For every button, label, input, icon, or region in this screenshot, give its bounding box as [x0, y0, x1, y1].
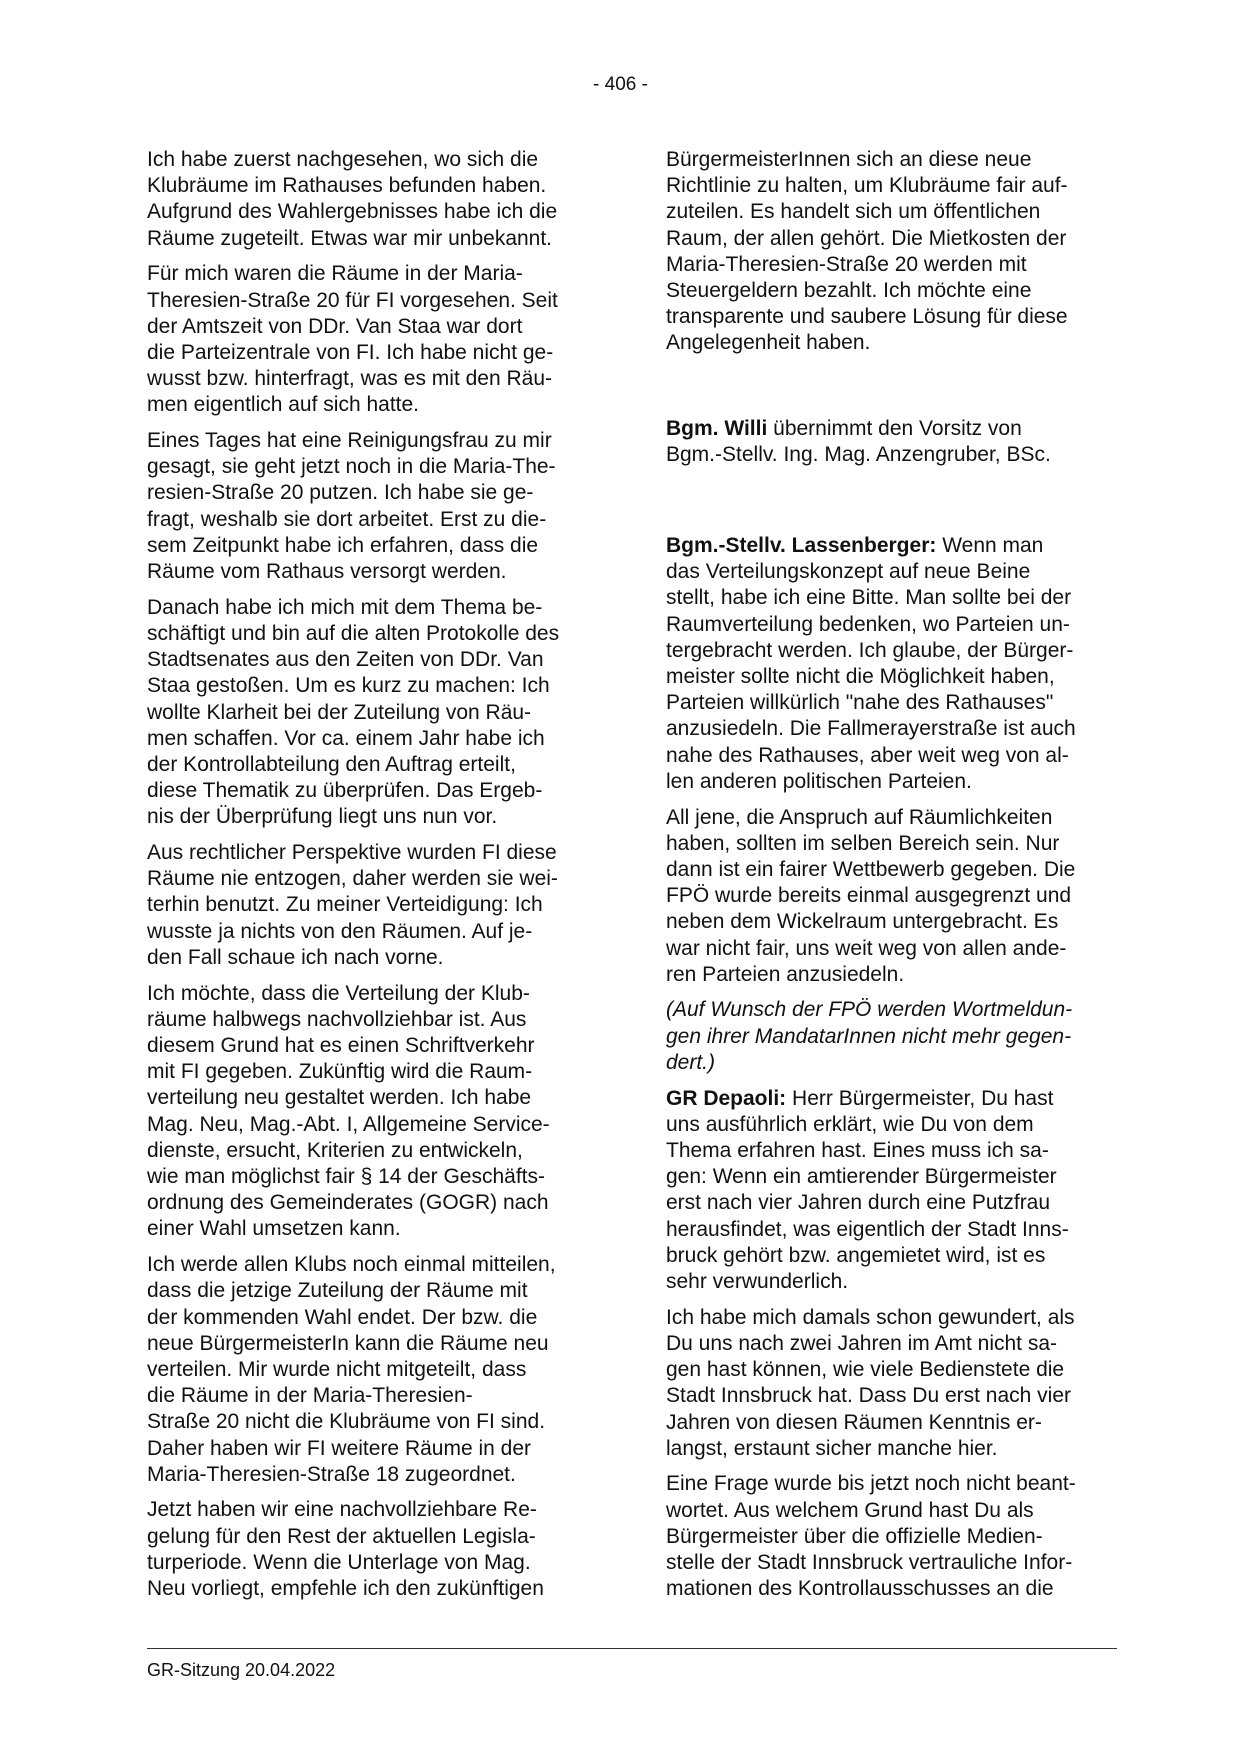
text-line: neben dem Wickelraum untergebracht. Es — [666, 910, 1059, 934]
text-line: stelle der Stadt Innsbruck vertrauliche Infor- — [666, 1551, 1073, 1575]
text-line: gelung für den Rest der aktuellen Legisla- — [147, 1524, 536, 1548]
paragraph — [666, 1305, 1108, 1462]
text-line: gen ihrer MandatarInnen nicht mehr gegen- — [666, 1024, 1072, 1048]
text-line: verteilen. Mir wurde nicht mitgeteilt, dass — [147, 1357, 527, 1381]
text-line: Ich habe zuerst nachgesehen, wo sich die — [147, 148, 539, 171]
text-line: Thema erfahren hast. Eines muss ich sa- — [666, 1139, 1049, 1162]
text-line: uns ausführlich erklärt, wie Du von dem — [666, 1112, 1034, 1136]
text-line: gen hast können, wie viele Bedienstete die — [666, 1358, 1065, 1382]
text-line: meister sollte nicht die Möglichkeit haben, — [666, 665, 1055, 689]
speech-text — [666, 1112, 1108, 1295]
text-line: Straße 20 nicht die Klubräume von FI sind. — [147, 1410, 546, 1434]
text-line: bruck gehört bzw. angemietet wird, ist es — [666, 1243, 1046, 1267]
text-line: dann ist ein fairer Wettbewerb gegeben. Die — [666, 857, 1076, 881]
text-line: zuteilen. Es handelt sich um öffentlichen — [666, 200, 1041, 224]
text-line: Daher haben wir FI weitere Räume in der — [147, 1436, 532, 1460]
paragraph — [147, 840, 589, 971]
text-line: dienste, ersucht, Kriterien zu entwickeln, — [147, 1138, 523, 1162]
text-line: wusst bzw. hinterfragt, was es mit den Räu- — [147, 367, 552, 391]
text-line: All jene, die Anspruch auf Räumlichkeiten — [666, 805, 1053, 829]
speech-text: Herr Bürgermeister, Du hast — [786, 1086, 1054, 1110]
paragraph — [666, 147, 1108, 357]
text-line: erst nach vier Jahren durch eine Putzfrau — [666, 1191, 1051, 1215]
spacer — [666, 366, 1108, 416]
text-line: verteilung neu gestaltet werden. Ich habe — [147, 1086, 532, 1110]
text-line: wie man möglichst fair § 14 der Geschäfts- — [147, 1165, 545, 1189]
text-line: nis der Überprüfung liegt uns nun vor. — [147, 805, 498, 829]
text-line: fragt, weshalb sie dort arbeitet. Erst zu die- — [147, 507, 547, 531]
statement-text: Bgm.-Stellv. Ing. Mag. Anzengruber, BSc. — [666, 443, 1051, 467]
paragraph — [147, 261, 589, 418]
text-line: Räume nie entzogen, daher werden sie wei- — [147, 867, 558, 891]
text-line: men eigentlich auf sich hatte. — [147, 393, 419, 417]
text-line: langst, erstaunt sicher manche hier. — [666, 1436, 998, 1460]
text-line: anzusiedeln. Die Fallmerayerstraße ist auch — [666, 717, 1076, 741]
editorial-note — [666, 997, 1108, 1076]
text-line: dass die jetzige Zuteilung der Räume mit — [147, 1279, 528, 1303]
left-column — [147, 147, 589, 1612]
text-line: Ich möchte, dass die Verteilung der Klub- — [147, 981, 530, 1005]
text-line: diese Thematik zu überprüfen. Das Ergeb- — [147, 779, 543, 803]
text-line: Richtlinie zu halten, um Klubräume fair auf- — [666, 174, 1068, 198]
text-line: die Räume in der Maria-Theresien- — [147, 1384, 473, 1408]
text-line: Neu vorliegt, empfehle ich den zukünftigen — [147, 1577, 544, 1601]
text-line: dert.) — [666, 1050, 716, 1074]
text-line: turperiode. Wenn die Unterlage von Mag. — [147, 1550, 531, 1574]
text-line: FPÖ wurde bereits einmal ausgegrenzt und — [666, 884, 1072, 908]
text-line: nahe des Rathauses, aber weit weg von al- — [666, 743, 1069, 767]
text-line: men schaffen. Vor ca. einem Jahr habe ich — [147, 726, 545, 750]
text-line: ren Parteien anzusiedeln. — [666, 962, 905, 986]
text-line: ordnung des Gemeinderates (GOGR) nach — [147, 1191, 549, 1215]
right-column — [666, 147, 1108, 1612]
text-line: Maria-Theresien-Straße 18 zugeordnet. — [147, 1462, 516, 1486]
speaker-name: Bgm.-Stellv. Lassenberger: — [666, 534, 937, 558]
speaker-name: Bgm. Willi — [666, 417, 768, 441]
speech-depaoli — [666, 1086, 1108, 1296]
paragraph — [147, 147, 589, 252]
text-line: der Kontrollabteilung den Auftrag erteilt, — [147, 752, 516, 776]
text-line: tergebracht werden. Ich glaube, der Bürger- — [666, 638, 1074, 662]
text-line: wortet. Aus welchem Grund hast Du als — [666, 1498, 1034, 1522]
text-line: Angelegenheit haben. — [666, 331, 871, 355]
text-line: Eine Frage wurde bis jetzt noch nicht beant- — [666, 1472, 1076, 1496]
text-line: wollte Klarheit bei der Zuteilung von Räu- — [147, 700, 532, 724]
text-line: Ich werde allen Klubs noch einmal mitteilen, — [147, 1253, 556, 1277]
text-line: räume halbwegs nachvollziehbar ist. Aus — [147, 1007, 527, 1031]
text-line: resien-Straße 20 putzen. Ich habe sie ge- — [147, 481, 534, 505]
text-line: Parteien willkürlich "nahe des Rathauses" — [666, 691, 1054, 715]
text-line: Steuergeldern bezahlt. Ich möchte eine — [666, 279, 1032, 303]
text-line: Mag. Neu, Mag.-Abt. I, Allgemeine Service- — [147, 1112, 550, 1136]
text-line: Aufgrund des Wahlergebnisses habe ich die — [147, 200, 558, 224]
text-line: Stadtsenates aus den Zeiten von DDr. Van — [147, 648, 544, 672]
text-line: herausfindet, was eigentlich der Stadt Inns- — [666, 1217, 1069, 1241]
paragraph — [147, 1252, 589, 1488]
text-line: Räume zugeteilt. Etwas war mir unbekannt. — [147, 226, 553, 250]
text-line: mationen des Kontrollausschusses an die — [666, 1577, 1054, 1601]
text-line: gesagt, sie geht jetzt noch in die Maria-The- — [147, 455, 556, 479]
spacer — [666, 478, 1108, 533]
text-line: len anderen politischen Parteien. — [666, 769, 972, 793]
text-line: Ich habe mich damals schon gewundert, als — [666, 1305, 1075, 1329]
text-line: (Auf Wunsch der FPÖ werden Wortmeldun- — [666, 998, 1073, 1022]
text-line: der Amtszeit von DDr. Van Staa war dort — [147, 314, 523, 338]
text-line: der kommenden Wahl endet. Der bzw. die — [147, 1305, 538, 1329]
text-line: Bürgermeister über die offizielle Medien- — [666, 1524, 1043, 1548]
paragraph — [147, 1497, 589, 1602]
text-line: Maria-Theresien-Straße 20 werden mit — [666, 252, 1027, 276]
text-line: Danach habe ich mich mit dem Thema be- — [147, 595, 543, 619]
text-line: Eines Tages hat eine Reinigungsfrau zu mir — [147, 429, 552, 453]
speech-text — [666, 559, 1108, 795]
text-line: einer Wahl umsetzen kann. — [147, 1217, 401, 1241]
text-line: sehr verwunderlich. — [666, 1270, 849, 1294]
text-line: mit FI gegeben. Zukünftig wird die Raum- — [147, 1060, 533, 1084]
text-line: stellt, habe ich eine Bitte. Man sollte bei der — [666, 586, 1072, 610]
text-line: diesem Grund hat es einen Schriftverkehr — [147, 1034, 535, 1057]
text-line: Aus rechtlicher Perspektive wurden FI diese — [147, 841, 557, 865]
text-line: terhin benutzt. Zu meiner Verteidigung: Ich — [147, 893, 543, 917]
statement-text: übernimmt den Vorsitz von — [767, 417, 1022, 441]
text-line: wusste ja nichts von den Räumen. Auf je- — [147, 919, 533, 943]
text-line: Jetzt haben wir eine nachvollziehbare Re- — [147, 1498, 537, 1522]
paragraph — [147, 428, 589, 585]
paragraph — [666, 1471, 1108, 1602]
speaker-name: GR Depaoli: — [666, 1086, 787, 1110]
footer-session-date: GR-Sitzung 20.04.2022 — [147, 1660, 336, 1680]
text-line: transparente und saubere Lösung für diese — [666, 305, 1068, 329]
text-line: schäftigt und bin auf die alten Protokolle des — [147, 621, 560, 645]
text-line: Stadt Innsbruck hat. Dass Du erst nach vier — [666, 1384, 1072, 1408]
text-line: Theresien-Straße 20 für FI vorgesehen. Seit — [147, 288, 558, 312]
text-line: BürgermeisterInnen sich an diese neue — [666, 148, 1032, 171]
text-line: Raumverteilung bedenken, wo Parteien un- — [666, 612, 1070, 636]
text-line: Klubräume im Rathauses befunden haben. — [147, 174, 547, 198]
chair-change-statement — [666, 416, 1108, 468]
text-line: sem Zeitpunkt habe ich erfahren, dass die — [147, 533, 539, 557]
text-line: den Fall schaue ich nach vorne. — [147, 945, 444, 969]
text-line: das Verteilungskonzept auf neue Beine — [666, 560, 1031, 584]
text-line: haben, sollten im selben Bereich sein. Nur — [666, 831, 1060, 855]
text-line: Staa gestoßen. Um es kurz zu machen: Ich — [147, 674, 550, 698]
text-line: Raum, der allen gehört. Die Mietkosten der — [666, 226, 1067, 250]
text-line: war nicht fair, uns weit weg von allen ande- — [666, 936, 1067, 960]
text-line: die Parteizentrale von FI. Ich habe nicht ge- — [147, 340, 554, 364]
text-line: Jahren von diesen Räumen Kenntnis er- — [666, 1410, 1042, 1434]
text-line: Räume vom Rathaus versorgt werden. — [147, 560, 507, 584]
page-number: - 406 - — [593, 74, 648, 95]
paragraph — [147, 981, 589, 1243]
footer-divider — [147, 1648, 1117, 1649]
paragraph — [147, 595, 589, 831]
text-line: neue BürgermeisterIn kann die Räume neu — [147, 1331, 549, 1355]
paragraph — [666, 805, 1108, 988]
text-line: gen: Wenn ein amtierender Bürgermeister — [666, 1165, 1057, 1189]
text-line: Du uns nach zwei Jahren im Amt nicht sa- — [666, 1331, 1058, 1355]
text-line: Für mich waren die Räume in der Maria- — [147, 262, 523, 286]
speech-lassenberger — [666, 533, 1108, 795]
speech-text: Wenn man — [936, 534, 1044, 558]
